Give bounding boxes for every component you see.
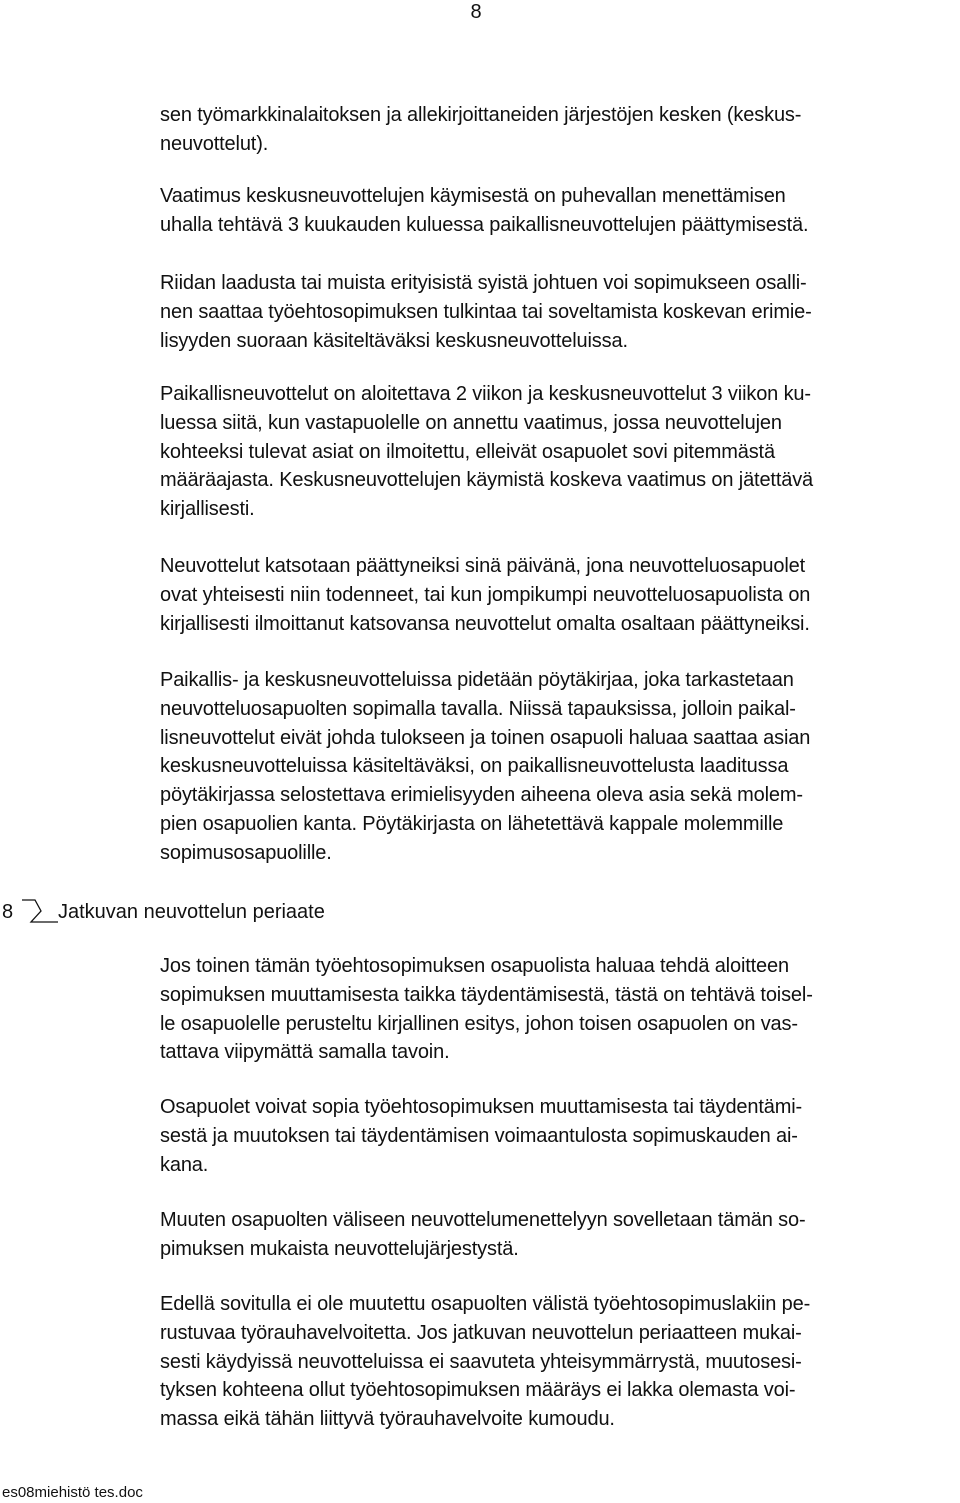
text-line: sopimusosapuolille.	[160, 841, 332, 864]
text-line: sesti käydyissä neuvotteluissa ei saavuteta yhteisymmärrystä, muutosesi-	[160, 1350, 802, 1373]
text-line: lisneuvottelut eivät johda tulokseen ja toinen osapuoli haluaa saattaa asian	[160, 726, 811, 749]
text-line: Jos toinen tämän työehtosopimuksen osapuolista haluaa tehdä aloitteen	[160, 955, 789, 977]
section-title: Jatkuvan neuvottelun periaate	[58, 901, 325, 923]
text-line: Paikallisneuvottelut on aloitettava 2 viikon ja keskusneuvottelut 3 viikon ku-	[160, 383, 811, 405]
text-line: sen työmarkkinalaitoksen ja allekirjoittaneiden järjestöjen kesken (keskus-	[160, 104, 802, 126]
paragraph-neuvottelut-paattyneiksi	[160, 552, 960, 638]
paragraph-aloite	[160, 952, 960, 1067]
text-line: kirjallisesti ilmoittanut katsovansa neuvottelut omalta osaltaan päättyneiksi.	[160, 612, 810, 635]
text-line: tattava viipymättä samalla tavoin.	[160, 1041, 450, 1064]
text-line: määräajasta. Keskusneuvottelujen käymistä koskeva vaatimus on jätettävä	[160, 469, 814, 492]
text-line: tyksen kohteena ollut työehtosopimuksen määräys ei lakka olemasta voi-	[160, 1379, 796, 1402]
text-line: neuvottelut).	[160, 132, 269, 155]
text-line: uhalla tehtävä 3 kuukauden kuluessa paikallisneuvottelujen päättymisestä.	[160, 213, 809, 236]
text-line: Neuvottelut katsotaan päättyneiksi sinä päivänä, jona neuvotteluosapuolet	[160, 555, 806, 577]
paragraph-tyorauhavelvoite	[160, 1290, 960, 1434]
text-line: massa eikä tähän liittyvä työrauhavelvoite kumoudu.	[160, 1408, 615, 1431]
text-line: pien osapuolien kanta. Pöytäkirjasta on lähetettävä kappale molemmille	[160, 812, 784, 835]
paragraph-vaatimus	[160, 182, 960, 240]
text-line: kirjallisesti.	[160, 498, 255, 521]
text-line: lisyyden suoraan käsiteltäväksi keskusneuvotteluissa.	[160, 329, 628, 352]
section-sign-icon	[18, 898, 58, 926]
text-line: neuvotteluosapuolten sopimalla tavalla. Niissä tapauksissa, jolloin paikal-	[160, 697, 796, 720]
page-number: 8	[470, 1, 482, 23]
paragraph-neuvottelumenettely	[160, 1206, 960, 1264]
text-line: Edellä sovitulla ei ole muutettu osapuolten välistä työehtosopimuslakiin pe-	[160, 1293, 811, 1315]
text-line: ovat yhteisesti niin todenneet, tai kun jompikumpi neuvotteluosapuolista on	[160, 583, 811, 606]
text-line: sestä ja muutoksen tai täydentämisen voimaantulosta sopimuskauden ai-	[160, 1124, 798, 1147]
text-line: Muuten osapuolten väliseen neuvottelumenettelyyn sovelletaan tämän so-	[160, 1209, 806, 1231]
section-heading	[2, 897, 325, 927]
text-line: pöytäkirjassa selostettava erimielisyyden aiheena oleva asia sekä molem-	[160, 784, 803, 807]
text-line: Osapuolet voivat sopia työehtosopimuksen muuttamisesta tai täydentämi-	[160, 1096, 803, 1118]
text-line: kohteeksi tulevat asiat on ilmoitettu, elleivät osapuolet sovi pitemmästä	[160, 440, 775, 463]
text-line: keskusneuvotteluissa käsiteltäväksi, on paikallisneuvottelusta laaditussa	[160, 755, 789, 778]
text-line: pimuksen mukaista neuvottelujärjestystä.	[160, 1237, 519, 1260]
section-number: 8	[2, 901, 14, 923]
text-line: le osapuolelle perusteltu kirjallinen esitys, johon toisen osapuolen on vas-	[160, 1012, 798, 1035]
paragraph-paikallisneuvottelut	[160, 380, 960, 524]
text-line: Vaatimus keskusneuvottelujen käymisestä on puhevallan menettämisen	[160, 185, 786, 207]
paragraph-keskusneuvottelut	[160, 101, 960, 159]
paragraph-muuttaminen	[160, 1093, 960, 1179]
text-line: rustuvaa työrauhavelvoitetta. Jos jatkuvan neuvottelun periaatteen mukai-	[160, 1321, 802, 1344]
text-line: luessa siitä, kun vastapuolelle on annettu vaatimus, jossa neuvottelujen	[160, 411, 782, 434]
text-line: nen saattaa työehtosopimuksen tulkintaa tai soveltamista koskevan erimie-	[160, 300, 812, 323]
text-line: Riidan laadusta tai muista erityisistä syistä johtuen voi sopimukseen osalli-	[160, 272, 807, 294]
text-line: kana.	[160, 1153, 209, 1176]
text-line: Paikallis- ja keskusneuvotteluissa pidetään pöytäkirjaa, joka tarkastetaan	[160, 669, 794, 691]
text-line: sopimuksen muuttamisesta taikka täydentämisestä, tästä on tehtävä toisel-	[160, 983, 813, 1006]
paragraph-riidan-laadusta	[160, 269, 960, 355]
footer-filename: es08miehistö tes.doc	[2, 1484, 143, 1501]
paragraph-poytakirja	[160, 666, 960, 868]
